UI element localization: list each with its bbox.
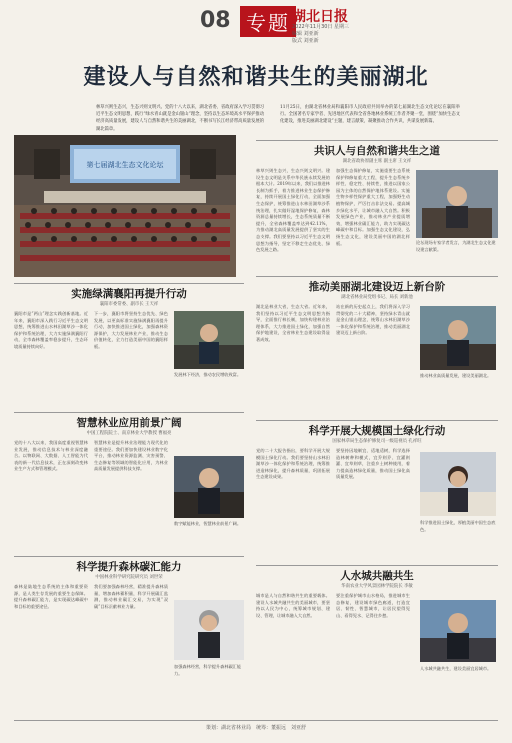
section-4-col-1: 党的十八大以来，我国高度重视智慧林业发展，推动信息技术与林业深度融合。以物联网、大数据、人工智能为代表的新一代信息技术，正在深刻改变林业生产方式和管理模式。 bbox=[14, 440, 88, 472]
issue-editor: 编辑 刘亚新 bbox=[292, 31, 319, 37]
section-6-caption: 加强森林经营，科学提升森林碳汇能力。 bbox=[174, 664, 242, 676]
section-7-col-1: 城市是人与自然和谐共生的重要载体。建设人水城共融共生的美丽城市，要坚持以人民为中心，统筹城市规划、建设、管理，让城市融入大自然。 bbox=[256, 593, 330, 618]
section-title-6: 科学提升森林碳汇能力 bbox=[76, 561, 182, 573]
page-number: 08 bbox=[200, 8, 231, 33]
section-byline-4: 中国工程院院士、南京林业大学教授 曹福亮 bbox=[86, 431, 172, 436]
section-byline-2: 襄阳市委常委、副市长 王天祥 bbox=[99, 302, 159, 307]
masthead-logo: 湖北日报 bbox=[292, 9, 348, 25]
section-title-7: 人水城共融共生 bbox=[340, 570, 414, 582]
issue-date: 2022年11月30日 星期三 bbox=[292, 24, 350, 30]
section-3-col-2: 站在新的历史起点上，我们将深入学习贯彻党的二十大精神，坚持绿水青山就是金山银山理念，统筹山水林田湖草沙一体化保护和系统治理，推动美丽湖北建设迈上新台阶。 bbox=[336, 304, 410, 336]
section-byline-5: 国家林草局生态保护修复司一级巡视员 孔祥旺 bbox=[332, 439, 422, 444]
section-title-1: 共识人与自然和谐共生之道 bbox=[314, 145, 440, 157]
section-4-col-2: 智慧林业是提升林业治理能力现代化的重要途径。我们要加快建设林业数字化平台，推动林业资源监测、灾害预警、生态修复等领域的智能化应用，为林业高质量发展提供科技支撑。 bbox=[94, 440, 168, 472]
section-4-photo bbox=[174, 456, 244, 518]
section-1-col-2: 加强生态保护修复，实施重要生态系统保护和修复重大工程，提升生态系统多样性、稳定性、持续性，推进以国家公园为主体的自然保护地体系建设。实施生物多样性保护重大工程，加强野生动植物保护，严厉打击非法交易。提高城乡绿化水平，让城市融入大自然。积极发展绿色产业，推动林业产业提质增效，增强林业碳汇能力，助力实现碳达峰碳中和目标。加强生态文化建设，弘扬生态文化，建设美丽中国的湖北样板。 bbox=[336, 168, 410, 246]
section-byline-6: 中国林业科学研究院研究员 刘世荣 bbox=[95, 575, 163, 580]
section-byline-7: 华南农业大学风景园林学院院长 李敏 bbox=[341, 584, 413, 589]
section-title-3: 推动美丽湖北建设迈上新台阶 bbox=[308, 281, 446, 293]
section-5-caption: 科学推进国土绿化，厚植美丽中国生态底色。 bbox=[420, 520, 496, 532]
section-title-4: 智慧林业应用前景广阔 bbox=[76, 417, 182, 429]
section-2-caption: 发展林下经济，推动农民增收致富。 bbox=[174, 372, 242, 377]
section-2-col-2: 下一步，襄阳市将坚持生态优先、绿色发展，以更高标准实施绿满襄阳再提升行动，加快推进国土绿化，加强森林资源保护，大力发展林业产业，推动生态价值转化，全力打造美丽中国的襄阳样板。 bbox=[94, 311, 168, 349]
section-1-caption: 论坛现场专家学者发言，为湖北生态文化建设建言献策。 bbox=[416, 240, 496, 252]
section-1-photo bbox=[416, 170, 498, 238]
section-2-photo bbox=[174, 311, 244, 369]
section-7-col-2: 要注重保护城市山水格局，推进城市生态修复，建设城市绿色廊道，打造宜居、韧性、智慧城市，让居民望得见山、看得见水、记得住乡愁。 bbox=[336, 593, 410, 618]
intro-right: 11月25日，由湖北省林业局和襄阳市人民政府共同举办的第七届湖北生态文化论坛在襄阳举行。全国著名专家学者、先进地区代表和全省各地林业系统工作者齐聚一堂，围绕“加快生态文化建设，推进美丽湖北建设”主题，建言献策，凝聚推动合作共识，共谋发展新篇。 bbox=[280, 105, 460, 125]
section-3-photo bbox=[420, 306, 496, 370]
forum-banner-text: 第七届湖北生态文化论坛 bbox=[86, 161, 164, 169]
page-headline: 建设人与自然和谐共生的美丽湖北 bbox=[83, 65, 429, 90]
section-2-col-1: 襄阳市是“两山”理念实践创新基地。近年来，襄阳市深入践行习近平生态文明思想，统筹推进山水林田湖草沙一体化保护和系统治理，大力实施绿满襄阳行动，全市森林覆盖率稳步提升，生态环境质量持续向好。 bbox=[14, 311, 88, 349]
section-7-photo bbox=[420, 600, 496, 662]
issue-info bbox=[292, 24, 349, 45]
section-3-col-1: 湖北是林业大省，生态大省。近年来，我们坚持以习近平生态文明思想为指导，全面推行林长制，加快构建林业治理体系，大力推进国土绿化，加强自然保护地建设，全省林业生态建设取得显著成效。 bbox=[256, 304, 330, 342]
section-1-col-1: 林草兴则生态兴，生态兴则文明兴。建设生态文明是关系中华民族永续发展的根本大计。2019年以来，我们以推进林长制为抓手，着力推进林业生态保护修复，持续开展国土绿化行动，全面加强生态保护，统筹推进山水林田湖草沙系统治理，扎实做好湿地保护修复，森林资源总量持续增长，生态系统质量不断提升，全省森林覆盖率达到42.11%，为推动湖北高质量发展提供了坚实的生态支撑。我们要坚持以习近平生态文明思想为指导，坚定不移走生态优先、绿色发展之路。 bbox=[256, 168, 330, 253]
section-label: 专题 bbox=[240, 6, 296, 37]
section-3-caption: 推动林业高质量发展，建设美丽湖北。 bbox=[420, 373, 492, 378]
section-title-5: 科学开展大规模国土绿化行动 bbox=[308, 425, 446, 437]
section-4-caption: 数字赋能林业，智慧林业前景广阔。 bbox=[174, 521, 242, 526]
section-7-caption: 人水城共融共生，建设美丽宜居城市。 bbox=[420, 666, 492, 671]
intro-left: 林草兴则生态兴，生态兴则文明兴。党的十八大以来，湖北省委、省政府深入学习贯彻习近平生态文明思想，践行“绿水青山就是金山银山”理念，坚持以生态环境高水平保护推动经济高质量发展，建设人与自然和谐共生的美丽湖北，不断书写长江经济带高质量发展的湖北篇章。 bbox=[96, 105, 264, 132]
section-5-col-2: 要坚持因地制宜、适地适树，科学选择造林树种和模式，宜乔则乔、宜灌则灌、宜草则草，注重乡土树种使用，着力提高造林绿化质量，推动国土绿化高质量发展。 bbox=[336, 448, 410, 480]
section-6-photo bbox=[174, 600, 244, 660]
page-footer: 策划：湖北省林业局 统筹：董振远 刘亚舒 bbox=[205, 725, 306, 731]
forum-hall-photo bbox=[14, 135, 236, 277]
section-6-col-1: 森林是陆地生态系统的主体和重要资源，是人类生存发展的重要生态保障。提升森林碳汇能力，是实现碳达峰碳中和目标的重要途径。 bbox=[14, 584, 88, 609]
section-byline-3: 湖北省林业局党组书记、局长 刘新池 bbox=[341, 295, 413, 300]
issue-layout: 版式 刘亚新 bbox=[292, 38, 319, 44]
section-byline-1: 湖北省政协原副主席 副主席 王文祥 bbox=[342, 159, 412, 164]
section-5-col-1: 党的二十大报告指出，要科学开展大规模国土绿化行动。我们要坚持山水林田湖草沙一体化保护和系统治理，统筹推进造林绿化，提升森林质量，巩固拓展生态建设成果。 bbox=[256, 448, 330, 480]
page-header bbox=[0, 0, 512, 44]
section-6-col-2: 我们要加强森林经营，精准提升森林质量，增加森林蓄积量，科学开展碳汇监测，推动林业碳汇交易，为实现“双碳”目标贡献林业力量。 bbox=[94, 584, 168, 609]
section-5-photo bbox=[420, 452, 496, 516]
section-title-2: 实施绿满襄阳再提升行动 bbox=[71, 288, 187, 300]
